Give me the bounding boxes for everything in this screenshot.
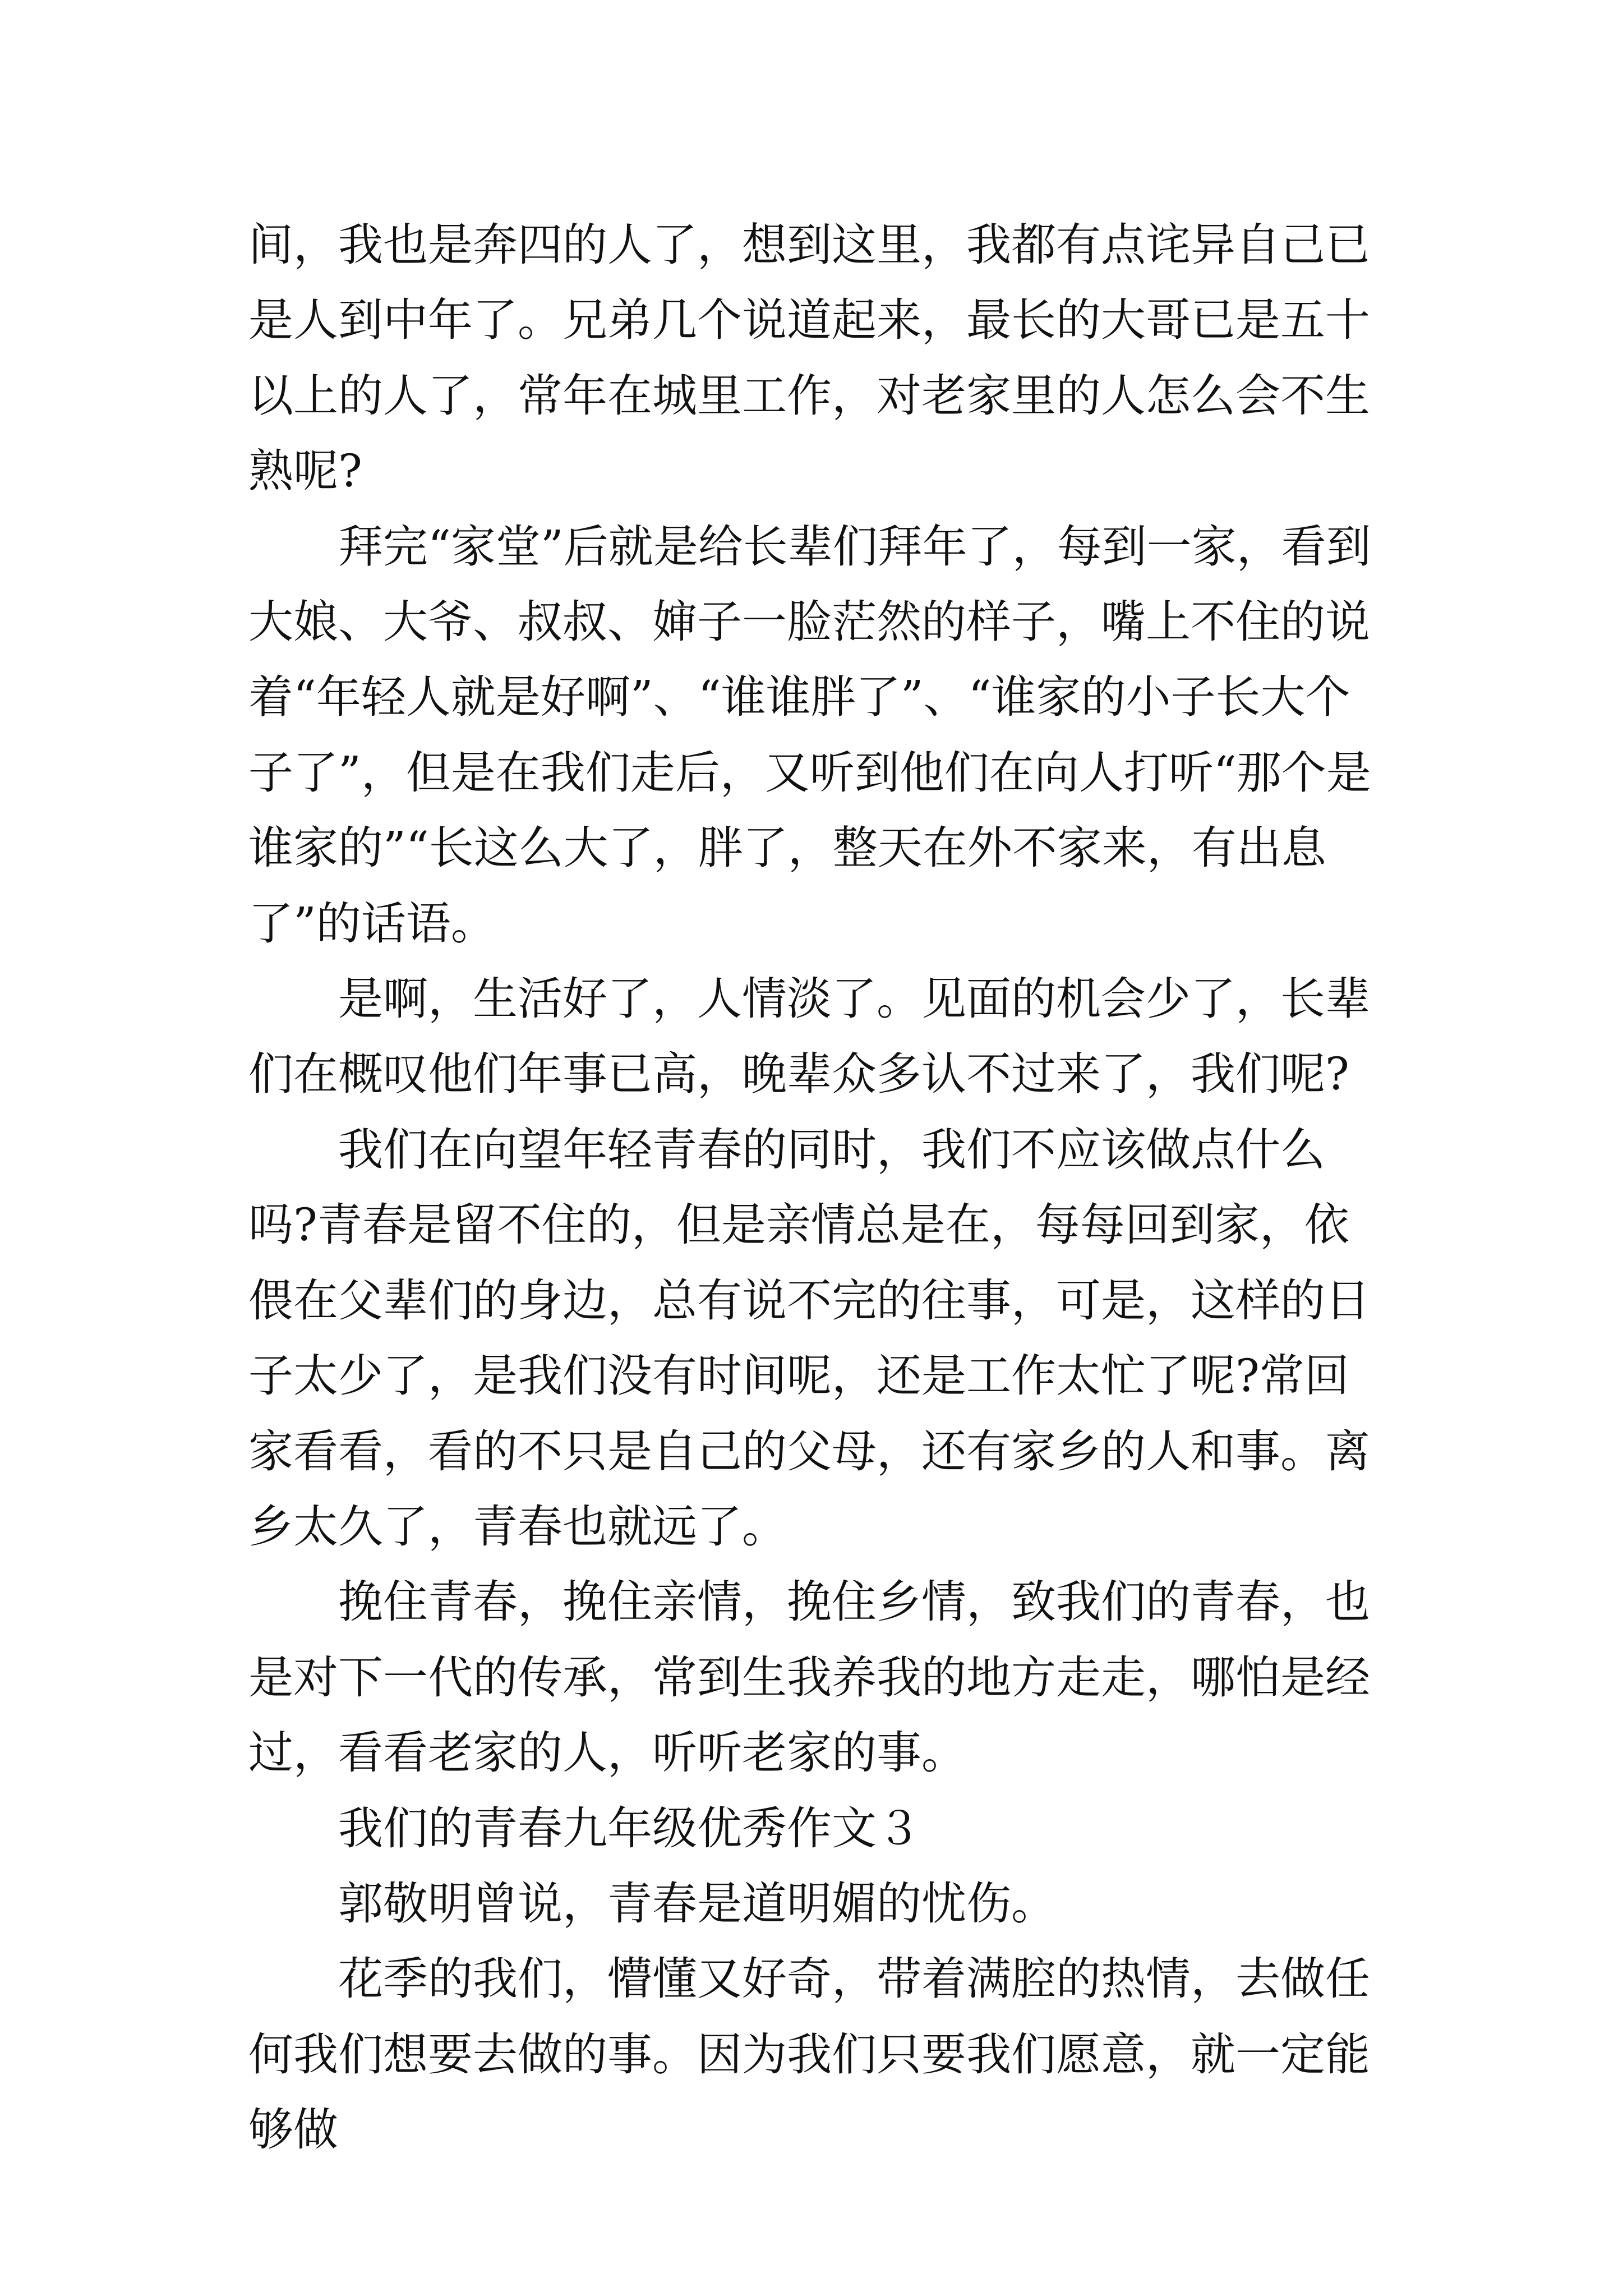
paragraph-life-better: 是啊，生活好了，人情淡了。见面的机会少了，长辈们在概叹他们年事已高，晚辈众多认不过来了，我们呢?: [248, 973, 1370, 1101]
paragraph-hold-youth: 挽住青春，挽住亲情，挽住乡情，致我们的青春，也是对下一代的传承，常到生我养我的地方走走，哪怕是经过，看看老家的人，听听老家的事。: [248, 1576, 1370, 1779]
essay-title: 我们的青春九年级优秀作文３: [248, 1802, 921, 1855]
paragraph-quote: 郭敬明曾说，青春是道明媚的忧伤。: [248, 1877, 1056, 1930]
paragraph-youth-family: 我们在向望年轻青春的同时，我们不应该做点什么吗?青春是留不住的，但是亲情总是在，每每回到家，依偎在父辈们的身边，总有说不完的往事，可是，这样的日子太少了，是我们没有时间呢，还是工作太忙了呢?常回家看看，看的不只是自己的父母，还有家乡的人和事。离乡太久了，青春也就远了。: [248, 1123, 1370, 1553]
paragraph-flower-season: 花季的我们，懵懂又好奇，带着满腔的热情，去做任何我们想要去做的事。因为我们只要我们愿意，就一定能够做: [248, 1953, 1370, 2156]
paragraph-continued: 间，我也是奔四的人了，想到这里，我都有点诧异自己已是人到中年了。兄弟几个说道起来，最长的大哥已是五十以上的人了，常年在城里工作，对老家里的人怎么会不生熟呢?: [248, 219, 1370, 498]
document-body: [248, 208, 1376, 2168]
paragraph-visit-elders: 拜完“家堂”后就是给长辈们拜年了，每到一家，看到大娘、大爷、叔叔、婶子一脸茫然的样子，嘴上不住的说着“年轻人就是好啊”、“谁谁胖了”、“谁家的小子长大个子了”，但是在我们走后，又听到他们在向人打听“那个是谁家的”“长这么大了，胖了，整天在外不家来，有出息了”的话语。: [248, 520, 1371, 950]
